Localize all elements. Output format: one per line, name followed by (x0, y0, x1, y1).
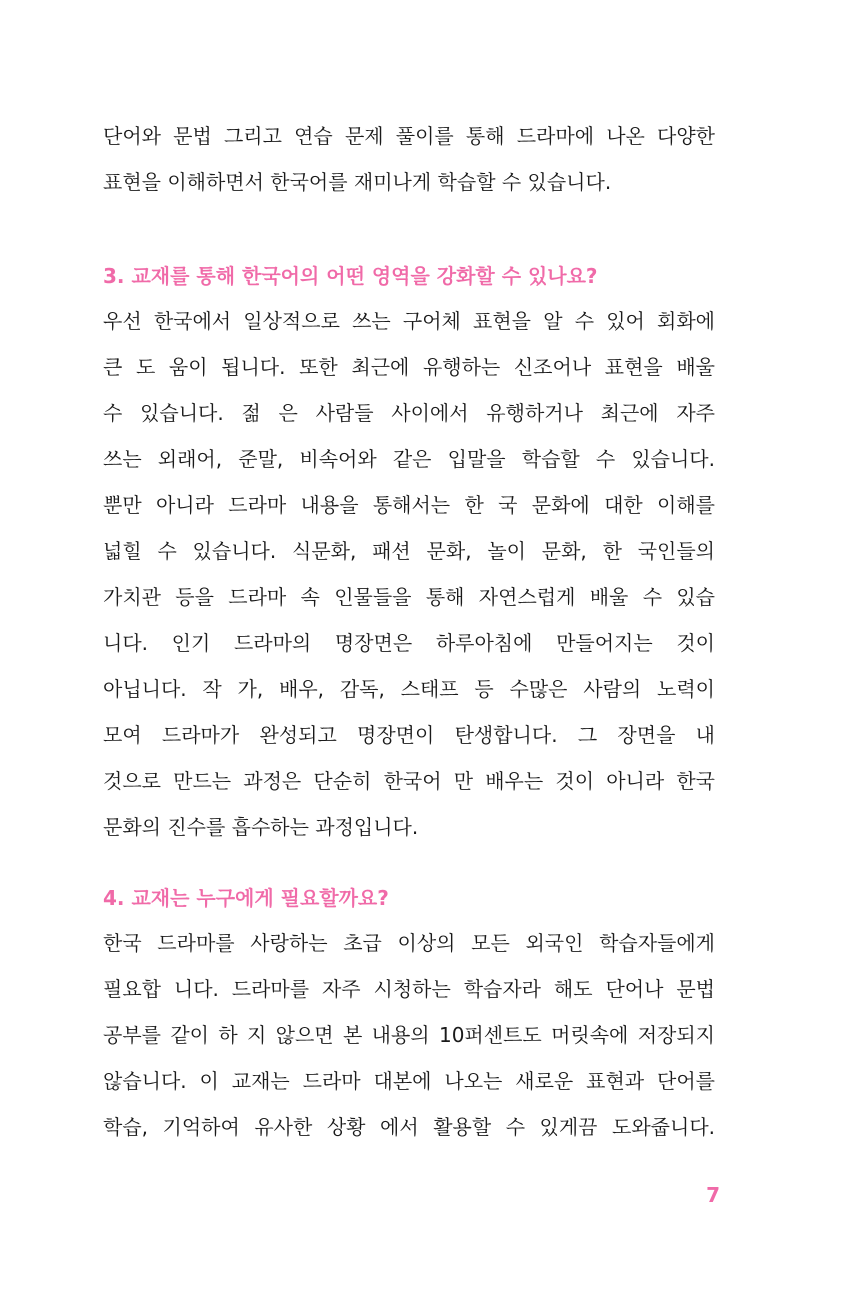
paragraph-line: 않습니다. 이 교재는 드라마 대본에 나오는 새로운 표현과 단어를 (103, 1069, 715, 1093)
paragraph-line: 아닙니다. 작 가, 배우, 감독, 스태프 등 수많은 사람의 노력이 (103, 677, 715, 701)
intro-paragraph (103, 113, 715, 205)
paragraph-line: 큰 도 움이 됩니다. 또한 최근에 유행하는 신조어나 표현을 배울 (103, 355, 715, 379)
paragraph-line: 수 있습니다. 젊 은 사람들 사이에서 유행하거나 최근에 자주 (103, 401, 715, 425)
paragraph-line: 것으로 만드는 과정은 단순히 한국어 만 배우는 것이 아니라 한국 (103, 769, 715, 793)
paragraph-line: 가치관 등을 드라마 속 인물들을 통해 자연스럽게 배울 수 있습 (103, 585, 715, 609)
paragraph-line: 쓰는 외래어, 준말, 비속어와 같은 입말을 학습할 수 있습니다. (103, 447, 715, 471)
paragraph-line: 필요합 니다. 드라마를 자주 시청하는 학습자라 해도 단어나 문법 (103, 977, 715, 1001)
section-3-heading: 3. 교재를 통해 한국어의 어떤 영역을 강화할 수 있나요? (103, 264, 598, 288)
section-3-paragraph (103, 298, 715, 850)
paragraph-line: 한국 드라마를 사랑하는 초급 이상의 모든 외국인 학습자들에게 (103, 931, 715, 955)
paragraph-line: 문화의 진수를 흡수하는 과정입니다. (103, 815, 419, 839)
page-number: 7 (706, 1183, 720, 1207)
section-4-heading: 4. 교재는 누구에게 필요할까요? (103, 886, 389, 910)
paragraph-line: 모여 드라마가 완성되고 명장면이 탄생합니다. 그 장면을 내 (103, 723, 715, 747)
section-4-paragraph (103, 920, 715, 1150)
paragraph-line: 표현을 이해하면서 한국어를 재미나게 학습할 수 있습니다. (103, 170, 612, 194)
section-4-heading-block (103, 878, 715, 918)
paragraph-line: 공부를 같이 하 지 않으면 본 내용의 10퍼센트도 머릿속에 저장되지 (103, 1023, 715, 1047)
paragraph-line: 넓힐 수 있습니다. 식문화, 패션 문화, 놀이 문화, 한 국인들의 (103, 539, 715, 563)
section-3-heading-block (103, 256, 715, 296)
paragraph-line: 뿐만 아니라 드라마 내용을 통해서는 한 국 문화에 대한 이해를 (103, 493, 715, 517)
paragraph-line: 우선 한국에서 일상적으로 쓰는 구어체 표현을 알 수 있어 회화에 (103, 309, 715, 333)
paragraph-line: 단어와 문법 그리고 연습 문제 풀이를 통해 드라마에 나온 다양한 (103, 124, 715, 148)
paragraph-line: 학습, 기억하여 유사한 상황 에서 활용할 수 있게끔 도와줍니다. (103, 1115, 715, 1139)
paragraph-line: 니다. 인기 드라마의 명장면은 하루아침에 만들어지는 것이 (103, 631, 715, 655)
